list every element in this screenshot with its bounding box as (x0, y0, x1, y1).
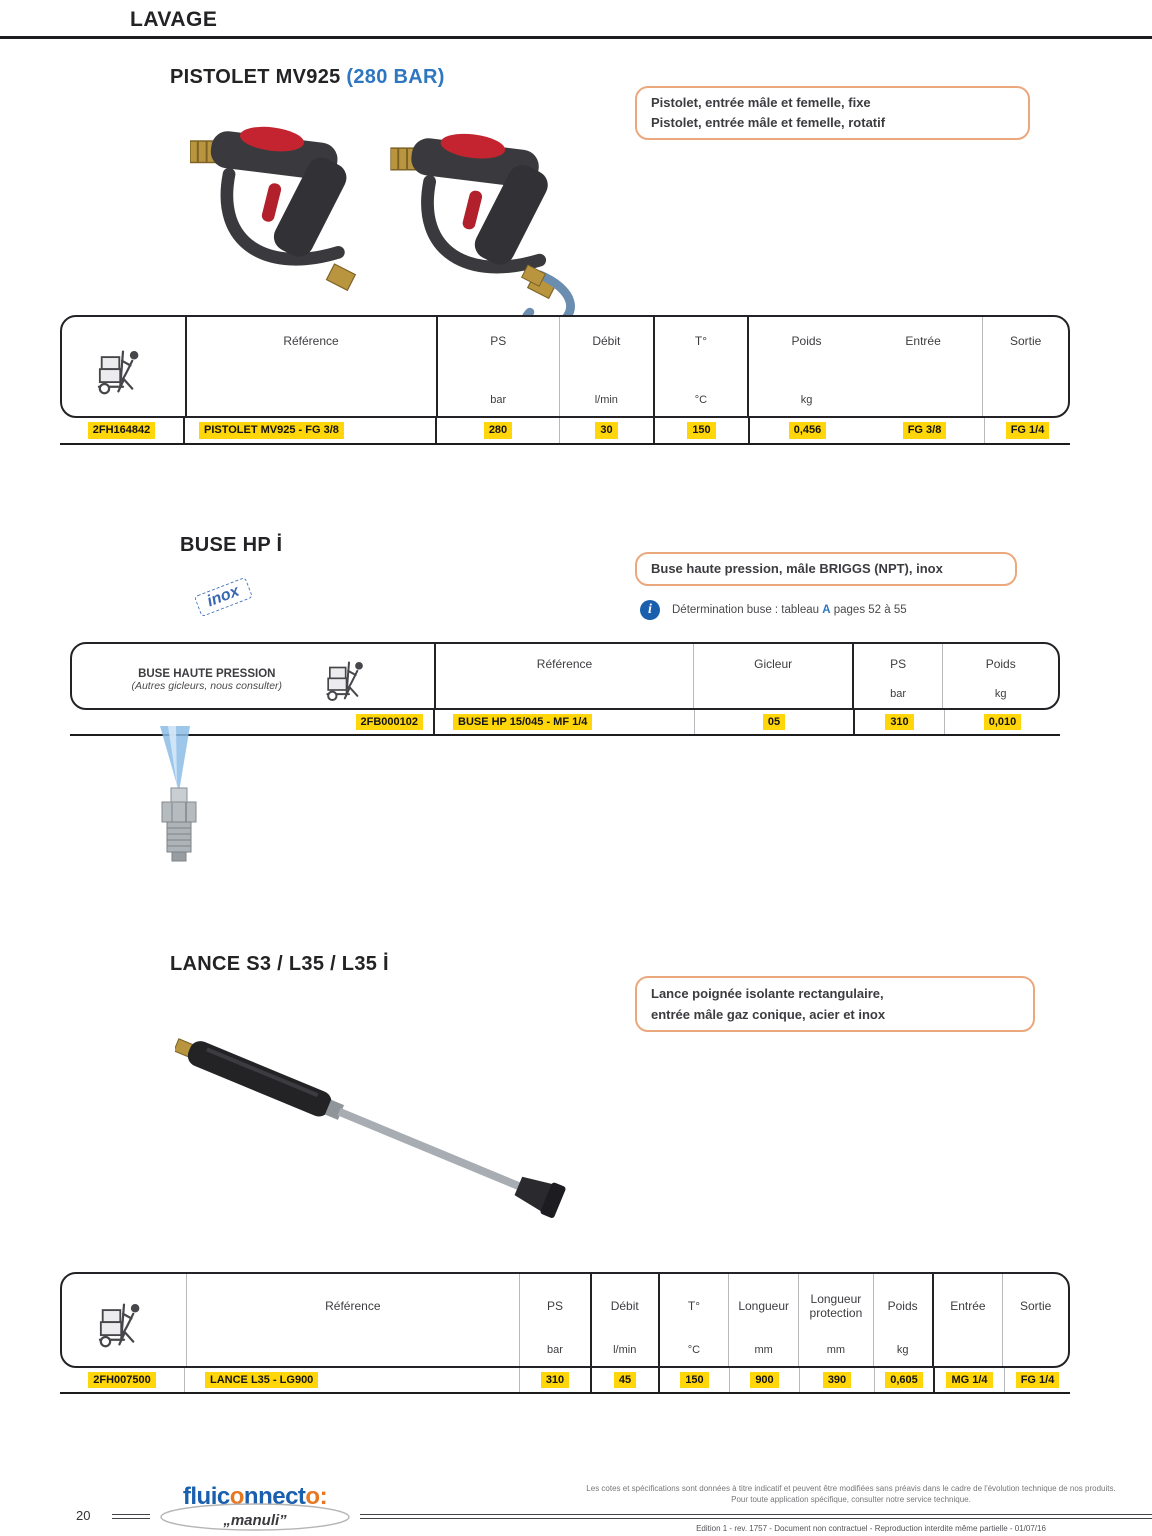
page-section-title: LAVAGE (130, 8, 218, 31)
buse-callout (635, 552, 1017, 586)
ref-code: 2FH164842 (88, 422, 156, 439)
entree-value: FG 3/8 (903, 422, 947, 439)
note-table-ref: A (822, 604, 831, 616)
buse-info-note (640, 600, 907, 620)
col-ps-unit: bar (547, 1344, 563, 1356)
col-reference (187, 1274, 521, 1366)
designation: LANCE L35 - LG900 (205, 1372, 318, 1389)
col-longueur-protection (799, 1274, 874, 1366)
col-debit-label: Débit (610, 1299, 639, 1314)
gicleur-value: 05 (763, 714, 785, 731)
footer-edition-line: Edition 1 - rev. 1757 - Document non contractuel - Reproduction interdite même partielle - 01/07/16 (696, 1524, 1046, 1533)
col-reference (436, 644, 695, 708)
header-rule (0, 36, 1152, 39)
lance-table-row (60, 1368, 1070, 1394)
buse-image (146, 724, 216, 874)
ps-value: 310 (885, 714, 913, 731)
col-temp (660, 1274, 730, 1366)
buse-label-cell (72, 644, 436, 708)
col-ps-label: PS (490, 334, 507, 348)
col-poids-unit: kg (896, 1344, 909, 1356)
ref-code: 2FB000102 (356, 714, 424, 731)
logo-manuli: „manuli” (223, 1512, 287, 1529)
longueur-value: 900 (750, 1372, 778, 1389)
col-ps-label: PS (546, 1299, 563, 1314)
col-debit (560, 317, 655, 416)
pistolet-table-header (60, 315, 1070, 418)
col-gicleur (694, 644, 853, 708)
col-sortie (1003, 1274, 1068, 1366)
handling-icon (324, 657, 374, 703)
note-suffix: pages 52 à 55 (830, 604, 907, 616)
col-sortie-label: Sortie (1019, 1299, 1052, 1314)
col-sortie (983, 317, 1068, 416)
handling-icon-cell (62, 1274, 187, 1366)
sortie-value: FG 1/4 (1006, 422, 1050, 439)
col-reference-label: Référence (283, 334, 339, 348)
col-debit-unit: l/min (613, 1344, 637, 1356)
col-ps (438, 317, 561, 416)
pistolet-image-rotatif (386, 100, 601, 322)
col-temp-label: T° (694, 334, 708, 348)
col-temp (655, 317, 750, 416)
lance-table-header (60, 1272, 1070, 1368)
col-poids-label: Poids (791, 334, 822, 348)
col-entree (934, 1274, 1004, 1366)
col-poids-label: Poids (887, 1299, 918, 1314)
info-icon: i (640, 600, 660, 620)
fluiconnecto-logo (150, 1476, 360, 1536)
buse-table-row (70, 710, 1060, 736)
col-ps-label: PS (890, 657, 907, 671)
col-longueur-label: Longueur (738, 1299, 790, 1314)
buse-label-line1: BUSE HAUTE PRESSION (138, 668, 276, 680)
pistolet-pressure: (280 BAR) (346, 66, 445, 88)
logo-o1: o (229, 1483, 244, 1510)
col-temp-unit: °C (694, 394, 708, 406)
col-poids-unit: kg (994, 688, 1007, 700)
buse-label (131, 668, 282, 692)
pistolet-title-text: PISTOLET MV925 (170, 66, 341, 88)
handling-icon-cell (62, 317, 187, 416)
buse-title: BUSE HP İ (180, 534, 283, 556)
longueur-protection-value: 390 (823, 1372, 851, 1389)
ps-value: 310 (541, 1372, 569, 1389)
col-ps-unit: bar (490, 394, 507, 406)
col-poids (874, 1274, 934, 1366)
col-poids (943, 644, 1058, 708)
inox-badge: inox (194, 577, 253, 617)
logo-colon: : (319, 1483, 328, 1510)
col-longueur (729, 1274, 799, 1366)
page-number: 20 (76, 1508, 91, 1523)
buse-callout-text: Buse haute pression, mâle BRIGGS (NPT), inox (651, 561, 943, 577)
pistolet-title (170, 66, 445, 89)
handling-icon (95, 346, 151, 396)
lance-callout-line2: entrée mâle gaz conique, acier et inox (651, 1006, 886, 1022)
lance-image (175, 1032, 635, 1242)
pistolet-callout-rotatif: Pistolet, entrée mâle et femelle, rotatif (651, 115, 886, 131)
note-prefix: Détermination buse : tableau (672, 604, 823, 616)
pistolet-table-row (60, 418, 1070, 445)
debit-value: 30 (595, 422, 617, 439)
poids-value: 0,456 (789, 422, 827, 439)
col-poids-label: Poids (985, 657, 1016, 671)
inox-badge-wrap (196, 582, 251, 611)
temp-value: 150 (687, 422, 715, 439)
col-debit-label: Débit (592, 334, 621, 348)
buse-table-header (70, 642, 1060, 710)
col-entree-label: Entrée (905, 334, 941, 348)
logo-o2: o (305, 1483, 320, 1510)
sortie-value: FG 1/4 (1016, 1372, 1060, 1389)
pistolet-callout (635, 86, 1030, 140)
col-longueur-protection-unit: mm (826, 1344, 846, 1356)
col-ps (854, 644, 944, 708)
footer-disclaimer (560, 1484, 1142, 1506)
buse-label-line2: (Autres gicleurs, nous consulter) (131, 680, 283, 692)
ref-code: 2FH007500 (88, 1372, 156, 1389)
col-entree (864, 317, 984, 416)
col-reference (187, 317, 438, 416)
col-debit-unit: l/min (594, 394, 618, 406)
col-reference-label: Référence (536, 657, 593, 671)
pistolet-image-fixe (190, 96, 395, 311)
lance-callout-line1: Lance poignée isolante rectangulaire, (651, 985, 884, 1001)
poids-value: 0,010 (984, 714, 1022, 731)
col-poids (749, 317, 864, 416)
col-temp-unit: °C (687, 1344, 701, 1356)
col-temp-label: T° (687, 1299, 701, 1314)
debit-value: 45 (614, 1372, 636, 1389)
col-entree-label: Entrée (950, 1299, 986, 1314)
footer-disclaimer-line2: Pour toute application spécifique, consulter notre service technique. (731, 1494, 971, 1504)
col-longueur-unit: mm (754, 1344, 773, 1356)
pistolet-callout-fixe: Pistolet, entrée mâle et femelle, fixe (651, 95, 871, 111)
buse-note-text (672, 604, 907, 616)
col-ps (520, 1274, 592, 1366)
col-longueur-protection-label: Longueur protection (809, 1292, 863, 1320)
col-sortie-label: Sortie (1010, 334, 1042, 348)
entree-value: MG 1/4 (946, 1372, 992, 1389)
col-gicleur-label: Gicleur (754, 657, 793, 671)
lance-callout (635, 976, 1035, 1032)
designation: BUSE HP 15/045 - MF 1/4 (453, 714, 592, 731)
col-ps-unit: bar (890, 688, 907, 700)
temp-value: 150 (680, 1372, 708, 1389)
handling-icon (96, 1299, 152, 1349)
footer-disclaimer-line1: Les cotes et spécifications sont données à titre indicatif et peuvent être modifiées sans préavis dans le cadre de l'évolution technique de nos produits. (586, 1484, 1116, 1493)
designation: PISTOLET MV925 - FG 3/8 (199, 422, 344, 439)
logo-part1: fluic (182, 1483, 230, 1510)
poids-value: 0,605 (885, 1372, 923, 1389)
logo-part2: nnect (243, 1483, 306, 1510)
col-debit (592, 1274, 660, 1366)
ps-value: 280 (484, 422, 512, 439)
col-reference-label: Référence (325, 1299, 381, 1314)
col-poids-unit: kg (800, 394, 813, 406)
lance-title: LANCE S3 / L35 / L35 İ (170, 953, 389, 975)
